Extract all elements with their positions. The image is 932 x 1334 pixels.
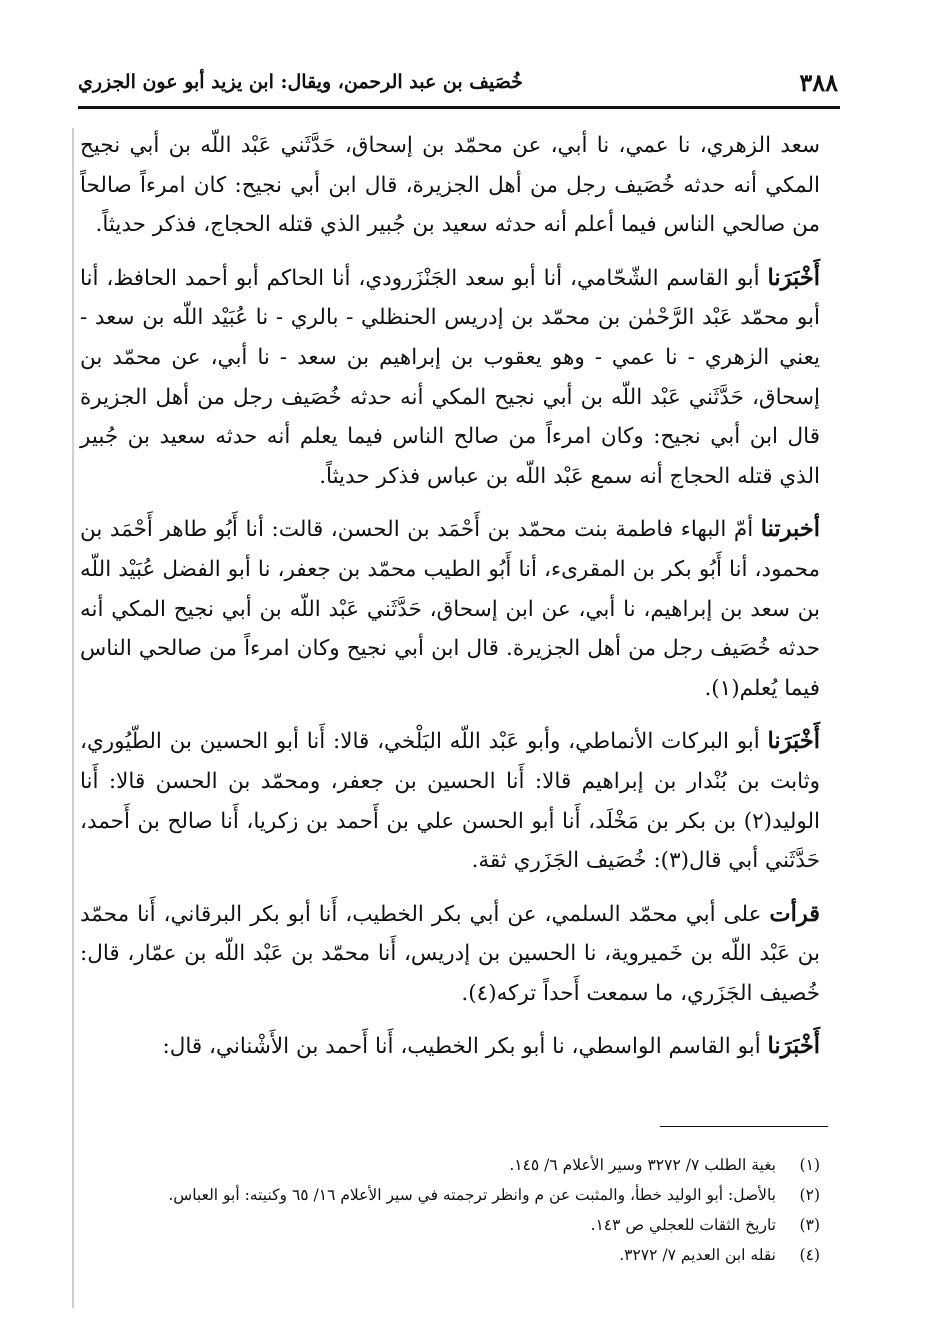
running-title: خُصَيف بن عبد الرحمن، ويقال: ابن يزيد أبو عون الجزري [78,71,523,93]
paragraph-lead-word: أَخْبَرَنا [767,1033,820,1060]
paragraph [80,722,820,880]
footnote-text: بغية الطلب ٧/ ٣٢٧٢ وسير الأعلام ٦/ ١٤٥. [509,1156,776,1174]
paragraph [80,510,820,708]
footnote [80,1150,820,1180]
paragraph-text: أبو البركات الأنماطي، وأبو عَبْد اللّه البَلْخي، قالا: أَنا أبو الحسين بن الطّيُوري، وثابت بن بُنْدار بن إبراهيم قالا: أَنا الحسين بن جعفر، ومحمّد بن الحسن قالا: أَنا الوليد(٢) بن بكر بن مَخْلَد، أَنا أبو الحسن علي بن أَحمد بن زكريا، أَنا صالح بن أَحمد، حَدَّثَني أبي قال(٣): خُصَيف الجَزَري ثقة. [80,729,820,874]
footnote-number: (٢) [799,1186,820,1204]
page-number: ٣٨٨ [799,67,838,97]
footnote-number: (٣) [799,1216,820,1234]
paragraph-lead-word: أخبرتنا [760,516,820,543]
paragraph-lead-word: قرأت [769,900,820,927]
footnote-text: تاريخ الثقات للعجلي ص ١٤٣. [590,1216,776,1234]
page-header [78,62,838,102]
paragraph [80,895,820,1014]
footnote-text: نقله ابن العديم ٧/ ٣٢٧٢. [619,1246,776,1264]
footnotes [80,1150,820,1270]
header-rule [78,106,840,109]
paragraph-text: سعد الزهري، نا عمي، نا أبي، عن محمّد بن إسحاق، حَدَّثَني عَبْد اللّه بن أبي نجيح المكي أنه حدثه خُصَيف رجل من أهل الجزيرة، قال ابن أبي نجيح: كان امرءاً صالحاً من صالحي الناس فيما أعلم أنه حدثه سعيد بن جُبير الذي قتله الحجاج، فذكر حديثاً. [80,133,820,238]
footnote-text: بالأصل: أبو الوليد خطأ، والمثبت عن م وانظر ترجمته في سير الأعلام ١٦/ ٦٥ وكنيته: أبو العباس. [168,1186,776,1204]
paragraph-lead-word: أَخْبَرَنا [767,728,820,755]
main-text [80,126,820,1081]
paragraph-lead-word: أَخْبَرَنا [767,264,820,291]
paragraph [80,259,820,497]
paragraph-text: أبو القاسم الشّحّامي، أنا أبو سعد الجَنْزَرودي، أنا الحاكم أبو أحمد الحافظ، أنا أبو محمّد عَبْد الرَّحْمٰن بن محمّد بن إدريس الحنظلي - بالري - نا عُبَيْد اللّه بن سعد - يعني الزهري - نا عمي - وهو يعقوب بن إبراهيم بن سعد - نا أبي، عن محمّد بن إسحاق، حَدَّثَني عَبْد اللّه بن أبي نجيح المكي أنه حدثه خُصَيف رجل من أهل الجزيرة قال ابن أبي نجيح: وكان امرءاً من صالح الناس فيما يعلم أنه حدثه سعيد بن جُبير الذي قتله الحجاج أنه سمع عَبْد اللّه بن عباس فذكر حديثاً. [80,265,820,489]
footnote [80,1240,820,1270]
scan-edge-shadow [72,128,74,1308]
footnote [80,1210,820,1240]
footnote-separator [660,1126,828,1127]
footnote [80,1180,820,1210]
footnote-number: (١) [799,1156,820,1174]
paragraph-text: على أبي محمّد السلمي، عن أبي بكر الخطيب، أَنا أبو بكر البرقاني، أَنا محمّد بن عَبْد اللّه بن خَميروية، نا الحسين بن إدريس، أَنا محمّد بن عَبْد اللّه بن عمّار، قال: خُصيف الجَزَري، ما سمعت أَحداً تركه(٤). [80,901,820,1006]
paragraph [80,126,820,245]
paragraph-text: أمّ البهاء فاطمة بنت محمّد بن أَحْمَد بن الحسن، قالت: أنا أَبُو طاهر أَحْمَد بن محمود، أنا أَبُو بكر بن المقرىء، أنا أَبُو الطيب محمّد بن جعفر، نا أبو الفضل عُبَيْد اللّه بن سعد بن إبراهيم، نا أبي، عن ابن إسحاق، حَدَّثَني عَبْد اللّه بن أبي نجيح المكي أنه حدثه خُصَيف رجل من أهل الجزيرة. قال ابن أبي نجيح وكان امرءاً من صالحي الناس فيما يُعلم(١). [80,517,820,701]
footnote-number: (٤) [799,1246,820,1264]
paragraph [80,1027,820,1067]
paragraph-text: أبو القاسم الواسطي، نا أبو بكر الخطيب، أَنا أَحمد بن الأَشْناني، قال: [162,1034,768,1060]
